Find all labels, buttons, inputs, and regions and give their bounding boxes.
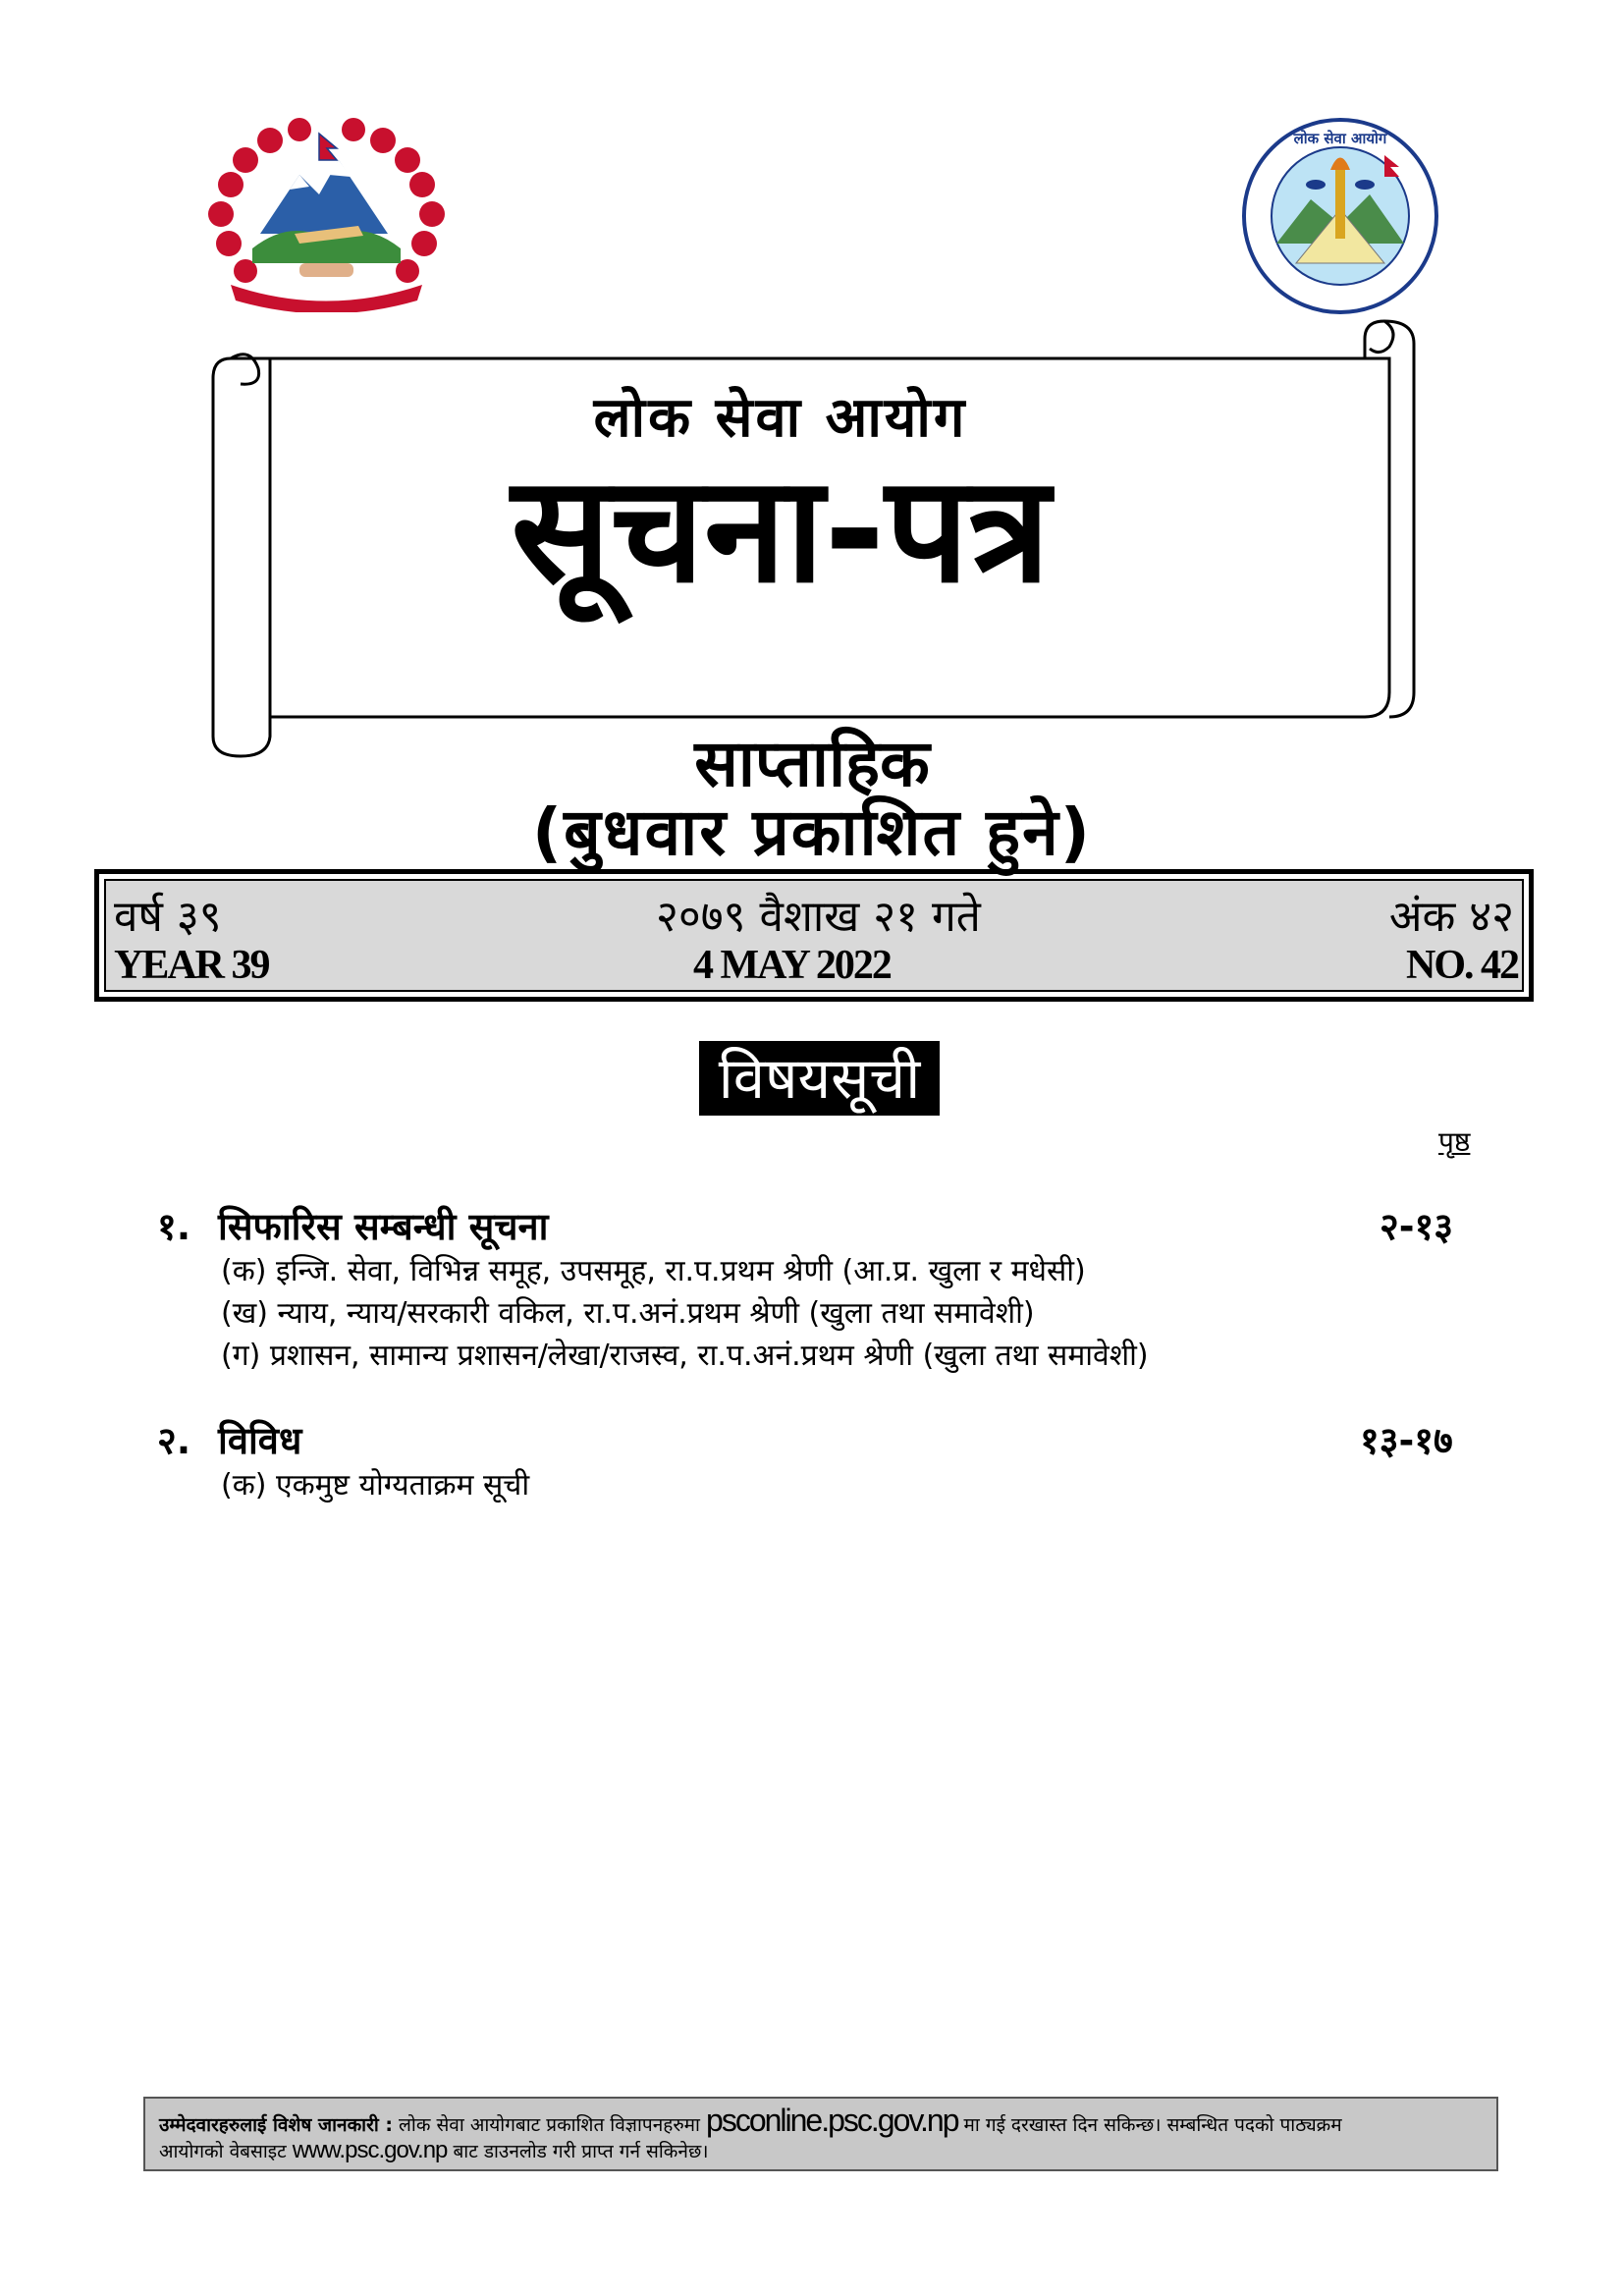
toc-section-number: १. <box>157 1205 191 1248</box>
psc-website-link[interactable]: www.psc.gov.np <box>292 2137 448 2163</box>
toc-section-title: सिफारिस सम्बन्धी सूचना <box>218 1205 549 1248</box>
psconline-link[interactable]: psconline.psc.gov.np <box>706 2103 958 2138</box>
issue-number-np: अंक ४२ <box>1388 892 1514 942</box>
notice-text: लोक सेवा आयोगबाट प्रकाशित विज्ञापनहरुमा <box>399 2114 700 2136</box>
toc-section-title: विविध <box>218 1419 302 1462</box>
toc-section-number: २. <box>157 1419 191 1462</box>
candidate-notice-box <box>143 2097 1498 2171</box>
year-np: वर्ष ३९ <box>114 892 222 942</box>
public-service-commission-seal-icon <box>1237 116 1443 317</box>
toc-item: (क) एकमुष्ट योग्यताक्रम सूची <box>221 1468 530 1503</box>
seal-top-text: लोक सेवा आयोग <box>1293 130 1387 147</box>
nepal-national-emblem-icon <box>191 116 461 312</box>
issue-number-en: NO. 42 <box>1406 943 1518 988</box>
publication-day: (बुधवार प्रकाशित हुने) <box>532 794 1092 870</box>
date-en: 4 MAY 2022 <box>693 943 891 988</box>
toc-item: (क) इन्जि. सेवा, विभिन्न समूह, उपसमूह, रा.प.प्रथम श्रेणी (आ.प्र. खुला र मधेसी) <box>221 1254 1086 1288</box>
year-en: YEAR 39 <box>114 943 269 988</box>
notice-text: बाट डाउनलोड गरी प्राप्त गर्न सकिनेछ। <box>453 2141 709 2162</box>
date-np: २०७९ वैशाख २१ गते <box>656 892 981 942</box>
toc-item: (ग) प्रशासन, सामान्य प्रशासन/लेखा/राजस्व, रा.प.अनं.प्रथम श्रेणी (खुला तथा समावेशी) <box>221 1339 1149 1373</box>
toc-section-pages: २-१३ <box>1380 1205 1454 1248</box>
toc-section-pages: १३-१७ <box>1360 1419 1453 1462</box>
notice-text: मा गई दरखास्त दिन सकिन्छ। सम्बन्धित पदको पाठ्यक्रम <box>963 2114 1342 2136</box>
publication-title: सूचना-पत्र <box>511 445 1051 616</box>
notice-text: आयोगको वेबसाइट <box>159 2141 287 2162</box>
toc-item: (ख) न्याय, न्याय/सरकारी वकिल, रा.प.अनं.प्रथम श्रेणी (खुला तथा समावेशी) <box>221 1296 1035 1331</box>
toc-heading: विषयसूची <box>699 1041 940 1116</box>
issue-info-box <box>94 869 1534 1002</box>
publication-frequency: साप्ताहिक <box>694 726 930 801</box>
notice-label: उम्मेदवारहरुलाई विशेष जानकारी : <box>159 2114 393 2136</box>
organization-name: लोक सेवा आयोग <box>593 386 968 450</box>
toc-page-column-label: पृष्ठ <box>1438 1125 1471 1158</box>
